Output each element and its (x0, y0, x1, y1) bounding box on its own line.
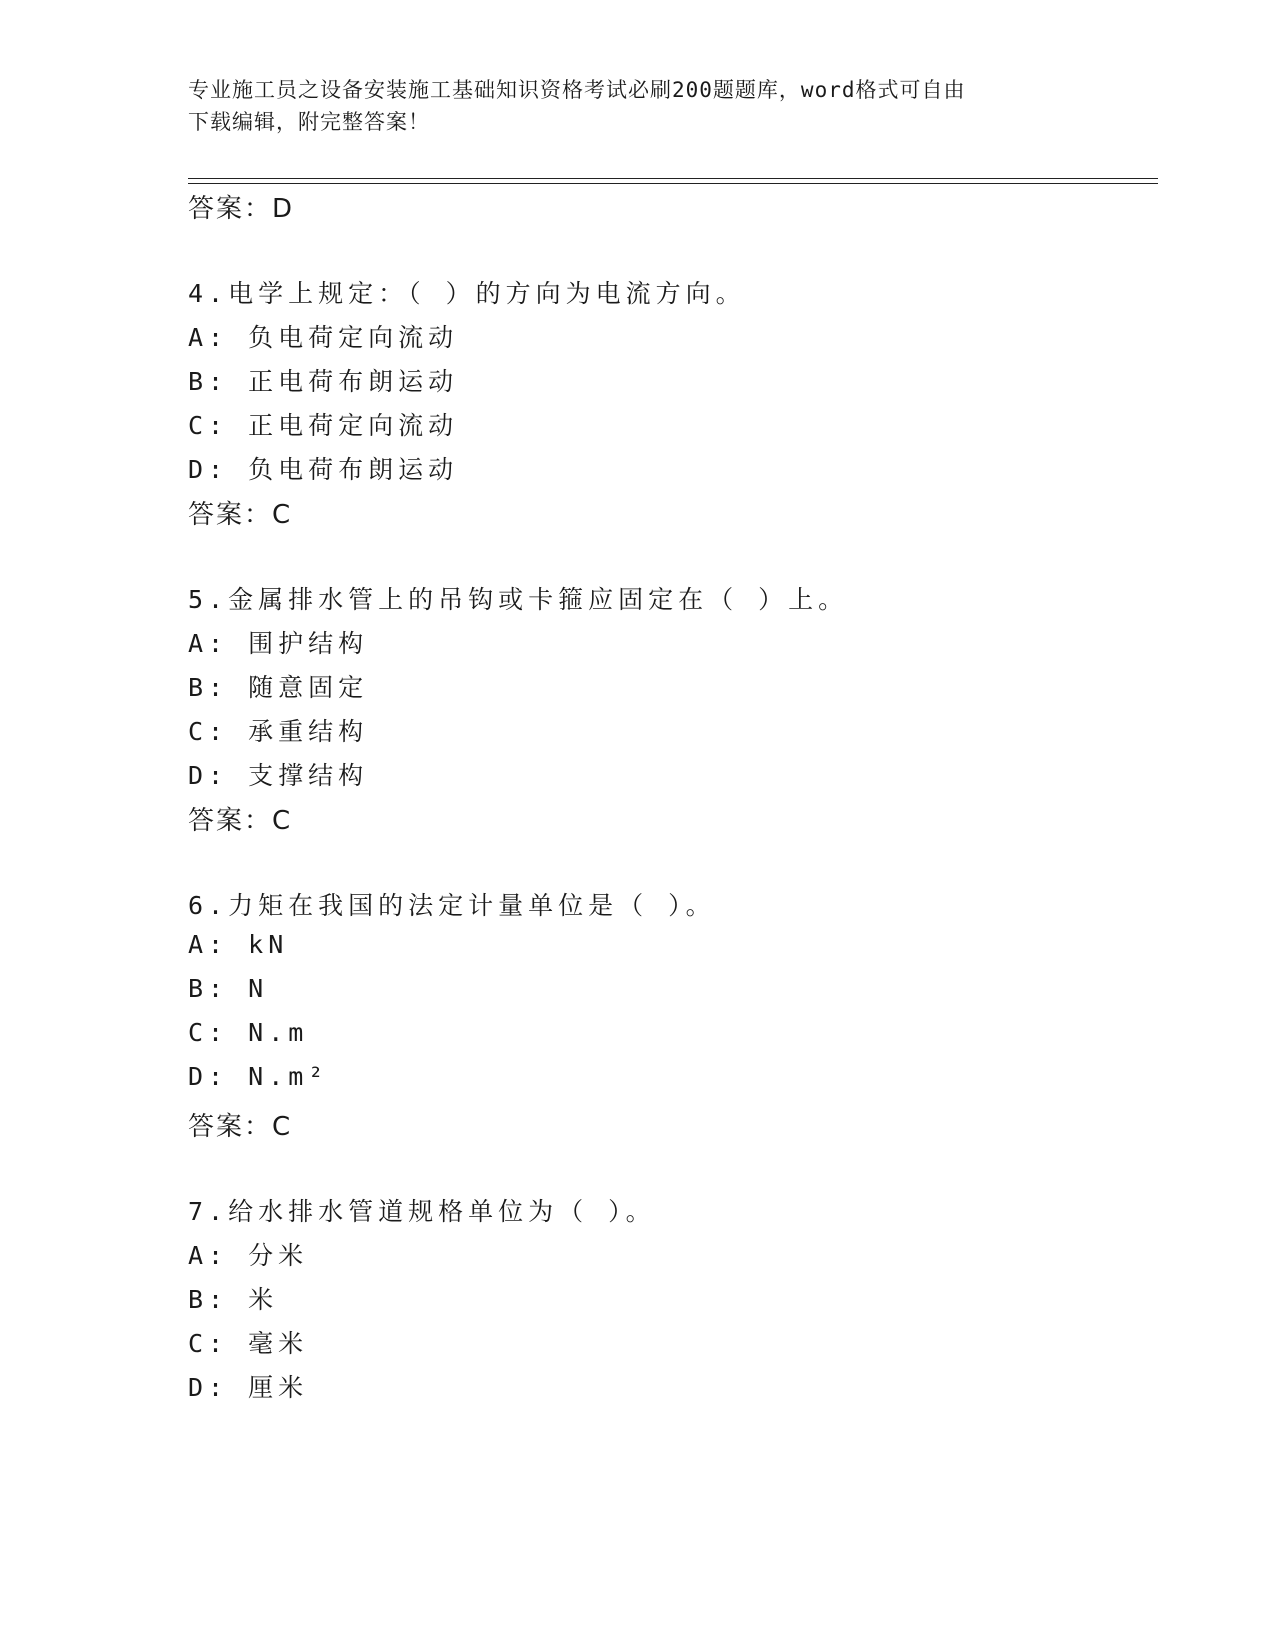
header-line-2: 下载编辑，附完整答案！ (188, 110, 430, 134)
question-7-option-a: A: 分米 (188, 1241, 309, 1270)
question-6-option-d: D: N.m² (188, 1062, 329, 1091)
question-6-option-b: B: N (188, 974, 269, 1003)
question-5-option-d: D: 支撑结构 (188, 761, 369, 790)
question-7-option-c: C: 毫米 (188, 1329, 309, 1358)
header-line-1: 专业施工员之设备安装施工基础知识资格考试必刷200题题库，word格式可自由 (188, 78, 966, 102)
question-4-option-d: D: 负电荷布朗运动 (188, 455, 459, 484)
question-5-option-c: C: 承重结构 (188, 717, 369, 746)
question-6-option-c: C: N.m (188, 1018, 309, 1047)
document-header (188, 74, 1068, 138)
question-6-stem: 6.力矩在我国的法定计量单位是（ ）。 (188, 891, 716, 920)
question-7-option-b: B: 米 (188, 1285, 279, 1314)
header-divider-top (188, 178, 1158, 179)
question-4-option-c: C: 正电荷定向流动 (188, 411, 459, 440)
question-5-option-b: B: 随意固定 (188, 673, 369, 702)
question-6-answer: 答案：C (188, 1112, 293, 1142)
question-5-option-a: A: 围护结构 (188, 629, 369, 658)
header-divider-bottom (188, 183, 1158, 184)
question-5-answer: 答案：C (188, 806, 293, 836)
answer-prev: 答案：D (188, 194, 295, 224)
question-4-option-a: A: 负电荷定向流动 (188, 323, 459, 352)
question-5-stem: 5.金属排水管上的吊钩或卡箍应固定在（ ）上。 (188, 585, 849, 614)
question-4-option-b: B: 正电荷布朗运动 (188, 367, 459, 396)
question-4-answer: 答案：C (188, 500, 293, 530)
question-7-stem: 7.给水排水管道规格单位为（ ）。 (188, 1197, 656, 1226)
question-4-stem: 4.电学上规定：（ ）的方向为电流方向。 (188, 279, 746, 308)
question-7-option-d: D: 厘米 (188, 1373, 309, 1402)
question-6-option-a: A: kN (188, 930, 289, 959)
